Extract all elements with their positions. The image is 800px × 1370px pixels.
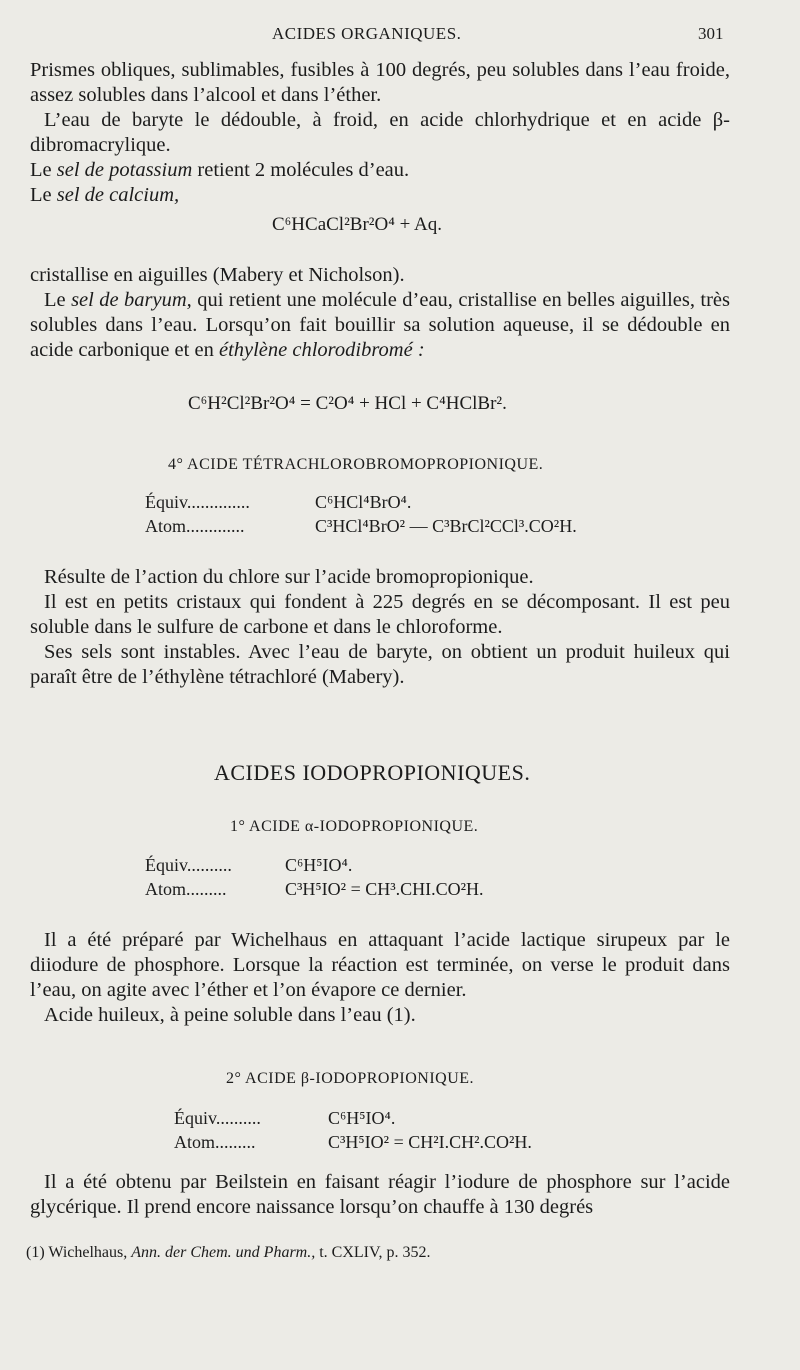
term-baryum: sel de baryum, — [71, 289, 192, 311]
formula-baryum: C⁶H²Cl²Br²O⁴ = C²O⁴ + HCl + C⁴HClBr². — [188, 393, 507, 414]
equiv-row-2 — [174, 1108, 396, 1129]
paragraph-calcium-cont: cristallise en aiguilles (Mabery et Nicholson). — [30, 264, 405, 286]
paragraph-beilstein: Il a été obtenu par Beilstein en faisant réagir l’iodure de phosphore sur l’acide glycérique. Il prend encore naissance lorsqu’on chauffe à 130 degrés — [30, 1171, 730, 1218]
equiv-label: Équiv.......... — [145, 855, 232, 875]
paragraph-sels: Ses sels sont instables. Avec l’eau de baryte, on obtient un produit huileux qui paraît être de l’éthylène tétrachloré (Mabery). — [30, 641, 730, 688]
atom-value: C³H⁵IO² = CH³.CHI.CO²H. — [285, 879, 484, 899]
formula-calcium: C⁶HCaCl²Br²O⁴ + Aq. — [272, 214, 442, 235]
equiv-row-4 — [145, 492, 412, 513]
text-block-2 — [30, 263, 730, 363]
atom-row-1 — [145, 879, 484, 900]
text-block-4 — [30, 928, 730, 1028]
equiv-row-1 — [145, 855, 353, 876]
footnote-marker: (1) — [26, 1244, 45, 1261]
section-heading-2: 2° ACIDE β-IODOPROPIONIQUE. — [226, 1070, 475, 1087]
footnote: (1) Wichelhaus, Ann. der Chem. und Pharm., t. CXLIV, p. 352. — [26, 1244, 431, 1261]
footnote-journal: Ann. der Chem. und Pharm., — [131, 1244, 316, 1261]
paragraph-wichelhaus: Il a été préparé par Wichelhaus en attaquant l’acide lactique sirupeux par le diiodure de phosphore. Lorsque la réaction est terminée, on verse le produit dans l’eau, on agite avec l’éther et l’on évapore ce dernier. — [30, 929, 730, 1001]
atom-label: Atom............. — [145, 516, 245, 536]
running-title: ACIDES ORGANIQUES. — [272, 24, 462, 43]
section-heading-1: 1° ACIDE α-IODOPROPIONIQUE. — [230, 818, 479, 835]
section-heading-4: 4° ACIDE TÉTRACHLOROBROMOPROPIONIQUE. — [168, 456, 544, 473]
text-block-3 — [30, 565, 730, 690]
atom-label: Atom......... — [145, 879, 227, 899]
equiv-value: C⁶H⁵IO⁴. — [328, 1108, 396, 1128]
page-header — [0, 24, 800, 54]
page-number: 301 — [698, 24, 724, 43]
paragraph-chlore: Résulte de l’action du chlore sur l’acide bromopropionique. — [44, 566, 534, 588]
paragraph-baryte: L’eau de baryte le dédouble, à froid, en acide chlorhydrique et en acide β-dibromacrylique. — [30, 109, 730, 156]
atom-row-2 — [174, 1132, 532, 1153]
paragraph-baryum: Le sel de baryum, qui retient une molécule d’eau, cristallise en belles aiguilles, très solubles dans l’eau. Lorsqu’on fait bouillir sa solution aqueuse, il se dédouble en acide carbonique et en éthylène chlorodibromé : — [30, 289, 730, 361]
term-potassium: sel de potassium — [56, 159, 193, 181]
paragraph-properties: Prismes obliques, sublimables, fusibles à 100 degrés, peu solubles dans l’eau froide, assez solubles dans l’alcool et dans l’éther. — [30, 59, 730, 106]
text-block-5 — [30, 1170, 730, 1220]
equiv-value: C⁶HCl⁴BrO⁴. — [315, 492, 412, 512]
major-heading: ACIDES IODOPROPIONIQUES. — [214, 760, 531, 785]
atom-value: C³H⁵IO² = CH²I.CH².CO²H. — [328, 1132, 532, 1152]
term-calcium: sel de calcium, — [56, 184, 180, 206]
term-ethylene: éthylène chlorodibromé : — [218, 339, 425, 361]
atom-value: C³HCl⁴BrO² — C³BrCl²CCl³.CO²H. — [315, 516, 577, 536]
equiv-label: Équiv.......... — [174, 1108, 261, 1128]
atom-label: Atom......... — [174, 1132, 256, 1152]
paragraph-huileux: Acide huileux, à peine soluble dans l’eau (1). — [44, 1004, 416, 1026]
atom-row-4 — [145, 516, 577, 537]
equiv-value: C⁶H⁵IO⁴. — [285, 855, 353, 875]
paragraph-cristaux: Il est en petits cristaux qui fondent à 225 degrés en se décomposant. Il est peu soluble dans le sulfure de carbone et dans le chloroforme. — [30, 591, 730, 638]
paragraph-calcium: Le sel de calcium, — [30, 184, 180, 206]
equiv-label: Équiv.............. — [145, 492, 250, 512]
text-block-1 — [30, 58, 730, 208]
paragraph-potassium: Le sel de potassium retient 2 molécules d’eau. — [30, 159, 410, 181]
